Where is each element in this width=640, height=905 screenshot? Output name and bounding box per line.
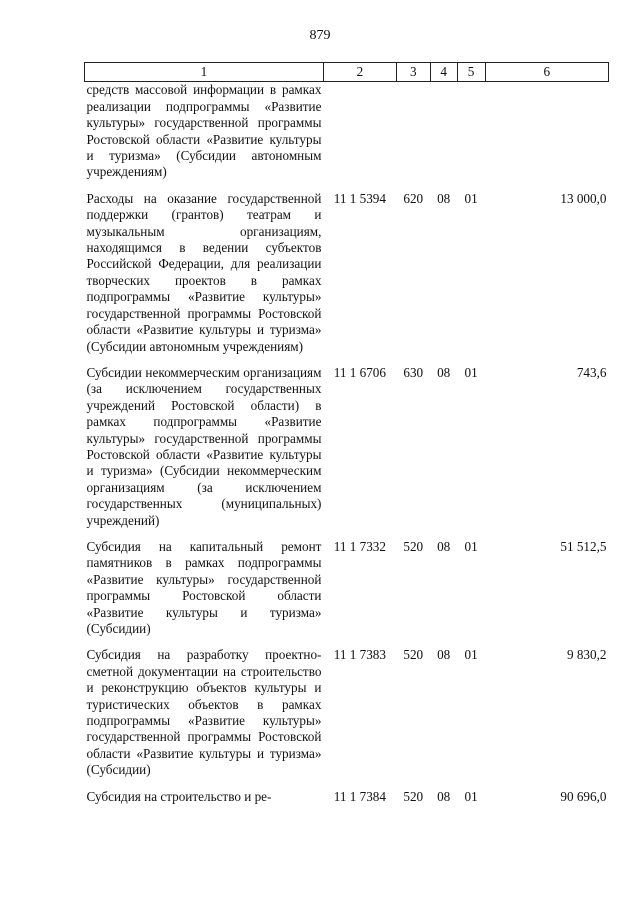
row-description: Субсидия на капитальный ремонт памятников в рамках подпрограммы «Развитие культуры» государственной программы Ростовской области «Развитие культуры и туризма» (Субсидии) bbox=[86, 538, 322, 636]
row-section: 08 bbox=[437, 538, 451, 554]
row-expense-type: 620 bbox=[403, 190, 424, 206]
table-row bbox=[85, 789, 609, 805]
row-section: 08 bbox=[437, 190, 451, 206]
row-section: 08 bbox=[437, 364, 451, 380]
row-description: Расходы на оказание государственной поддержки (грантов) театрам и музыкальным организациям, находящимся в ведении субъектов Российской Федерации, для реализации творческих проектов в рамках подпрограммы «Развитие культуры» государственной программы Ростовской области «Развитие культуры и туризма» (Субсидии автономным учреждениям) bbox=[86, 190, 322, 354]
row-amount: 13 000,0 bbox=[560, 190, 607, 206]
row-code: 11 1 7383 bbox=[333, 647, 386, 663]
row-expense-type: 630 bbox=[403, 364, 424, 380]
row-amount: 743,6 bbox=[576, 364, 607, 380]
row-amount: 51 512,5 bbox=[560, 538, 607, 554]
row-description: средств массовой информации в рамках реализации подпрограммы «Развитие культуры» государственной программы Ростовской области «Развитие культуры и туризма» (Субсидии автономным учреждениям) bbox=[86, 82, 322, 180]
row-amount bbox=[485, 82, 608, 181]
table-row bbox=[85, 539, 609, 637]
column-header-2: 2 bbox=[323, 63, 396, 82]
row-section: 08 bbox=[437, 647, 451, 663]
row-section bbox=[430, 82, 457, 181]
row-expense-type: 520 bbox=[403, 538, 424, 554]
row-description: Субсидия на разработку проектно-сметной документации на строительство и реконструкцию объектов культуры и туристических объектов в рамках подпрограммы «Развитие культуры» государственной программы Ростовской области «Развитие культуры и туризма» (Субсидии) bbox=[86, 647, 322, 778]
row-subsection: 01 bbox=[464, 538, 478, 554]
row-code: 11 1 5394 bbox=[333, 190, 386, 206]
table-row bbox=[85, 365, 609, 529]
row-subsection: 01 bbox=[464, 788, 478, 804]
column-header-3: 3 bbox=[396, 63, 430, 82]
row-subsection: 01 bbox=[464, 190, 478, 206]
table-header bbox=[85, 63, 609, 82]
column-header-6: 6 bbox=[485, 63, 608, 82]
column-header-1: 1 bbox=[85, 63, 324, 82]
row-subsection: 01 bbox=[464, 364, 478, 380]
row-code: 11 1 7332 bbox=[333, 538, 386, 554]
table-row bbox=[85, 191, 609, 355]
row-code: 11 1 7384 bbox=[333, 788, 386, 804]
column-header-4: 4 bbox=[430, 63, 457, 82]
row-code bbox=[323, 82, 396, 181]
table-row bbox=[85, 647, 609, 778]
row-expense-type: 520 bbox=[403, 647, 424, 663]
row-expense-type: 520 bbox=[403, 788, 424, 804]
row-subsection: 01 bbox=[464, 647, 478, 663]
budget-table bbox=[84, 62, 609, 805]
row-description: Субсидии некоммерческим организациям (за исключением государственных учреждений Ростовской области) в рамках подпрограммы «Развитие культуры» государственной программы Ростовской области «Развитие культуры и туризма» (Субсидии некоммерческим организациям (за исключением государственных (муниципальных) учреждений) bbox=[86, 364, 322, 528]
row-expense-type bbox=[396, 82, 430, 181]
row-description: Субсидия на строительство и ре- bbox=[86, 788, 272, 804]
column-header-5: 5 bbox=[457, 63, 485, 82]
row-subsection bbox=[457, 82, 485, 181]
row-amount: 9 830,2 bbox=[566, 647, 607, 663]
row-code: 11 1 6706 bbox=[333, 364, 386, 380]
row-amount: 90 696,0 bbox=[560, 788, 607, 804]
row-section: 08 bbox=[437, 788, 451, 804]
table-row bbox=[85, 82, 609, 181]
page-number: 879 bbox=[309, 28, 331, 43]
